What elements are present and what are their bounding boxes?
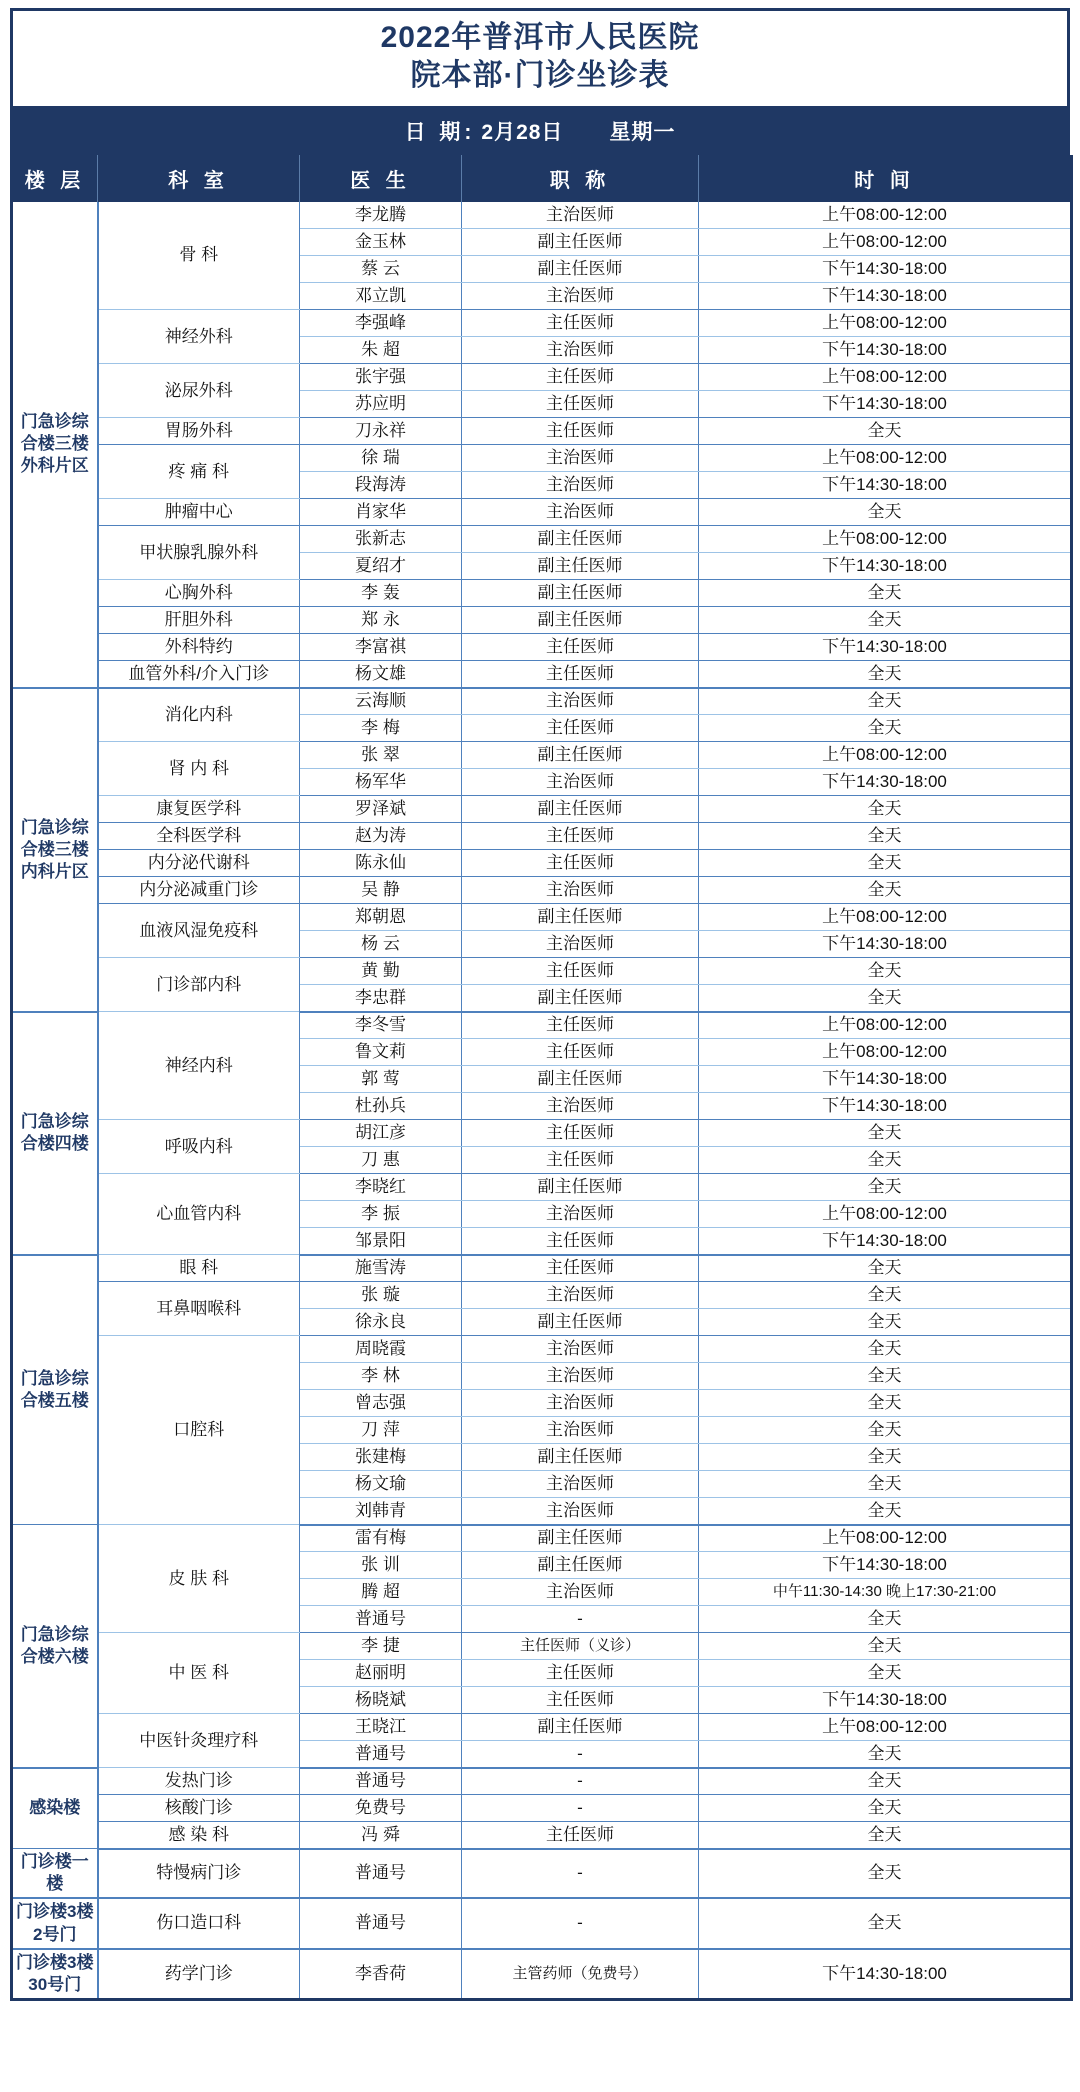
- doctor-cell: 李 轰: [300, 580, 462, 607]
- department-cell: 肝胆外科: [98, 607, 300, 634]
- table-row: [12, 526, 1072, 553]
- floor-cell: 门诊楼3楼30号门: [12, 1949, 98, 2000]
- title-cell: 主治医师: [462, 445, 699, 472]
- time-cell: 上午08:00-12:00: [699, 1714, 1072, 1741]
- doctor-cell: 杨军华: [300, 769, 462, 796]
- title-cell: 副主任医师: [462, 1309, 699, 1336]
- table-row: [12, 958, 1072, 985]
- doctor-cell: 张 翠: [300, 742, 462, 769]
- department-cell: 血管外科/介入门诊: [98, 661, 300, 688]
- department-cell: 心血管内科: [98, 1174, 300, 1255]
- time-cell: 下午14:30-18:00: [699, 1552, 1072, 1579]
- doctor-cell: 陈永仙: [300, 850, 462, 877]
- time-cell: 全天: [699, 1741, 1072, 1768]
- time-cell: 全天: [699, 1120, 1072, 1147]
- doctor-cell: 肖家华: [300, 499, 462, 526]
- time-cell: 上午08:00-12:00: [699, 742, 1072, 769]
- table-row: [12, 607, 1072, 634]
- time-cell: 全天: [699, 877, 1072, 904]
- title-cell: 副主任医师: [462, 904, 699, 931]
- table-row: [12, 661, 1072, 688]
- weekday-value: 星期一: [609, 120, 676, 144]
- time-cell: 全天: [699, 1898, 1072, 1948]
- table-body: [12, 202, 1072, 2000]
- time-cell: 全天: [699, 1795, 1072, 1822]
- title-cell: 主治医师: [462, 1363, 699, 1390]
- department-cell: 内分泌减重门诊: [98, 877, 300, 904]
- time-cell: 全天: [699, 1282, 1072, 1309]
- department-cell: 胃肠外科: [98, 418, 300, 445]
- department-cell: 口腔科: [98, 1336, 300, 1525]
- doctor-cell: 邹景阳: [300, 1228, 462, 1255]
- title-cell: 主任医师: [462, 1687, 699, 1714]
- title-cell: 副主任医师: [462, 1525, 699, 1552]
- title-cell: 主任医师: [462, 715, 699, 742]
- table-row: [12, 202, 1072, 229]
- doctor-cell: 李晓红: [300, 1174, 462, 1201]
- time-cell: 全天: [699, 1390, 1072, 1417]
- department-cell: 伤口造口科: [98, 1898, 300, 1948]
- title-cell: 主治医师: [462, 499, 699, 526]
- time-cell: 全天: [699, 985, 1072, 1012]
- doctor-cell: 李富祺: [300, 634, 462, 661]
- time-cell: 下午14:30-18:00: [699, 553, 1072, 580]
- time-cell: 上午08:00-12:00: [699, 526, 1072, 553]
- title-cell: 主任医师: [462, 661, 699, 688]
- department-cell: 发热门诊: [98, 1768, 300, 1795]
- table-row: [12, 418, 1072, 445]
- time-cell: 全天: [699, 1309, 1072, 1336]
- doctor-cell: 郑 永: [300, 607, 462, 634]
- department-cell: 血液风湿免疫科: [98, 904, 300, 958]
- table-row: [12, 1949, 1072, 2000]
- department-cell: 疼 痛 科: [98, 445, 300, 499]
- time-cell: 上午08:00-12:00: [699, 445, 1072, 472]
- doctor-cell: 李龙腾: [300, 202, 462, 229]
- doctor-cell: 冯 舜: [300, 1822, 462, 1849]
- title-cell: 主治医师: [462, 931, 699, 958]
- doctor-cell: 刀 惠: [300, 1147, 462, 1174]
- floor-cell: 门急诊综合楼六楼: [12, 1525, 98, 1768]
- department-cell: 消化内科: [98, 688, 300, 742]
- title-cell: -: [462, 1849, 699, 1899]
- title-cell: 主任医师: [462, 1822, 699, 1849]
- department-cell: 门诊部内科: [98, 958, 300, 1012]
- department-cell: 全科医学科: [98, 823, 300, 850]
- doctor-cell: 鲁文莉: [300, 1039, 462, 1066]
- table-row: [12, 1849, 1072, 1899]
- time-cell: 全天: [699, 607, 1072, 634]
- time-cell: 全天: [699, 1363, 1072, 1390]
- department-cell: 耳鼻咽喉科: [98, 1282, 300, 1336]
- table-row: [12, 1255, 1072, 1282]
- table-header: [12, 155, 1072, 202]
- title-cell: 主任医师: [462, 418, 699, 445]
- doctor-cell: 徐 瑞: [300, 445, 462, 472]
- time-cell: 全天: [699, 1255, 1072, 1282]
- doctor-cell: 段海涛: [300, 472, 462, 499]
- doctor-cell: 苏应明: [300, 391, 462, 418]
- department-cell: 感 染 科: [98, 1822, 300, 1849]
- time-cell: 上午08:00-12:00: [699, 1201, 1072, 1228]
- doctor-cell: 郑朝恩: [300, 904, 462, 931]
- doctor-cell: 徐永良: [300, 1309, 462, 1336]
- table-row: [12, 1822, 1072, 1849]
- date-value: 2月28日: [481, 120, 564, 144]
- doctor-cell: 雷有梅: [300, 1525, 462, 1552]
- doctor-cell: 普通号: [300, 1849, 462, 1899]
- title-cell: 主任医师: [462, 634, 699, 661]
- time-cell: 上午08:00-12:00: [699, 310, 1072, 337]
- title-cell: 副主任医师: [462, 1066, 699, 1093]
- title-cell: 主任医师: [462, 1012, 699, 1039]
- department-cell: 神经内科: [98, 1012, 300, 1120]
- department-cell: 药学门诊: [98, 1949, 300, 2000]
- doctor-cell: 李 捷: [300, 1633, 462, 1660]
- time-cell: 全天: [699, 418, 1072, 445]
- department-cell: 特慢病门诊: [98, 1849, 300, 1899]
- title-cell: -: [462, 1606, 699, 1633]
- title-cell: -: [462, 1898, 699, 1948]
- doctor-cell: 免费号: [300, 1795, 462, 1822]
- doctor-cell: 张 璇: [300, 1282, 462, 1309]
- doctor-cell: 吴 静: [300, 877, 462, 904]
- table-row: [12, 499, 1072, 526]
- doctor-cell: 张建梅: [300, 1444, 462, 1471]
- title-cell: 主任医师: [462, 1228, 699, 1255]
- title-cell: 副主任医师: [462, 1552, 699, 1579]
- time-cell: 下午14:30-18:00: [699, 472, 1072, 499]
- table-row: [12, 877, 1072, 904]
- title-cell: 主任医师: [462, 364, 699, 391]
- title-cell: 副主任医师: [462, 607, 699, 634]
- department-cell: 中 医 科: [98, 1633, 300, 1714]
- time-cell: 下午14:30-18:00: [699, 1687, 1072, 1714]
- time-cell: 中午11:30-14:30 晚上17:30-21:00: [699, 1579, 1072, 1606]
- table-row: [12, 1120, 1072, 1147]
- time-cell: 全天: [699, 823, 1072, 850]
- title-cell: 主任医师: [462, 850, 699, 877]
- table-row: [12, 1174, 1072, 1201]
- time-cell: 下午14:30-18:00: [699, 1066, 1072, 1093]
- title-cell: 副主任医师: [462, 796, 699, 823]
- title-cell: 主治医师: [462, 1471, 699, 1498]
- doctor-cell: 张宇强: [300, 364, 462, 391]
- time-cell: 全天: [699, 661, 1072, 688]
- column-header-time: 时 间: [699, 155, 1072, 202]
- doctor-cell: 夏绍才: [300, 553, 462, 580]
- title-cell: 主治医师: [462, 1579, 699, 1606]
- doctor-cell: 普通号: [300, 1768, 462, 1795]
- title-cell: 主治医师: [462, 877, 699, 904]
- table-row: [12, 850, 1072, 877]
- time-cell: 全天: [699, 1147, 1072, 1174]
- time-cell: 全天: [699, 1471, 1072, 1498]
- doctor-cell: 腾 超: [300, 1579, 462, 1606]
- table-row: [12, 1012, 1072, 1039]
- time-cell: 全天: [699, 1660, 1072, 1687]
- time-cell: 全天: [699, 580, 1072, 607]
- time-cell: 全天: [699, 1417, 1072, 1444]
- time-cell: 全天: [699, 1633, 1072, 1660]
- title-cell: 副主任医师: [462, 580, 699, 607]
- time-cell: 上午08:00-12:00: [699, 1039, 1072, 1066]
- table-row: [12, 1898, 1072, 1948]
- time-cell: 全天: [699, 1606, 1072, 1633]
- time-cell: 全天: [699, 1498, 1072, 1525]
- doctor-cell: 曾志强: [300, 1390, 462, 1417]
- table-row: [12, 1336, 1072, 1363]
- title-cell: 主任医师: [462, 1147, 699, 1174]
- department-cell: 骨 科: [98, 202, 300, 310]
- doctor-cell: 普通号: [300, 1898, 462, 1948]
- doctor-cell: 邓立凯: [300, 283, 462, 310]
- floor-cell: 门诊楼3楼2号门: [12, 1898, 98, 1948]
- floor-cell: 门诊楼一楼: [12, 1849, 98, 1899]
- doctor-cell: 李香荷: [300, 1949, 462, 2000]
- time-cell: 下午14:30-18:00: [699, 1228, 1072, 1255]
- title-cell: 副主任医师: [462, 1174, 699, 1201]
- floor-cell: 感染楼: [12, 1768, 98, 1849]
- time-cell: 全天: [699, 1174, 1072, 1201]
- floor-cell: 门急诊综合楼四楼: [12, 1012, 98, 1255]
- column-header-dept: 科 室: [98, 155, 300, 202]
- time-cell: 上午08:00-12:00: [699, 1525, 1072, 1552]
- title-cell: 主治医师: [462, 202, 699, 229]
- doctor-cell: 蔡 云: [300, 256, 462, 283]
- title-cell: -: [462, 1741, 699, 1768]
- doctor-cell: 朱 超: [300, 337, 462, 364]
- doctor-cell: 王晓江: [300, 1714, 462, 1741]
- time-cell: 全天: [699, 958, 1072, 985]
- time-cell: 下午14:30-18:00: [699, 391, 1072, 418]
- title-cell: 主治医师: [462, 688, 699, 715]
- column-header-title: 职 称: [462, 155, 699, 202]
- table-row: [12, 634, 1072, 661]
- title-cell: 主治医师: [462, 769, 699, 796]
- time-cell: 下午14:30-18:00: [699, 283, 1072, 310]
- time-cell: 全天: [699, 1336, 1072, 1363]
- department-cell: 内分泌代谢科: [98, 850, 300, 877]
- title-cell: 主任医师: [462, 958, 699, 985]
- doctor-cell: 杨文瑜: [300, 1471, 462, 1498]
- time-cell: 全天: [699, 1822, 1072, 1849]
- doctor-cell: 杨晓斌: [300, 1687, 462, 1714]
- title-cell: 主治医师: [462, 337, 699, 364]
- doctor-cell: 赵为涛: [300, 823, 462, 850]
- title-cell: 副主任医师: [462, 553, 699, 580]
- time-cell: 全天: [699, 688, 1072, 715]
- doctor-cell: 黄 勤: [300, 958, 462, 985]
- title-cell: 主治医师: [462, 1201, 699, 1228]
- time-cell: 上午08:00-12:00: [699, 229, 1072, 256]
- title-cell: 主任医师: [462, 1039, 699, 1066]
- title-cell: 主任医师: [462, 823, 699, 850]
- table-row: [12, 1768, 1072, 1795]
- department-cell: 眼 科: [98, 1255, 300, 1282]
- table-row: [12, 1633, 1072, 1660]
- time-cell: 上午08:00-12:00: [699, 364, 1072, 391]
- title-cell: 副主任医师: [462, 256, 699, 283]
- department-cell: 呼吸内科: [98, 1120, 300, 1174]
- floor-cell: 门急诊综合楼三楼外科片区: [12, 202, 98, 688]
- department-cell: 泌尿外科: [98, 364, 300, 418]
- doctor-cell: 李忠群: [300, 985, 462, 1012]
- doctor-cell: 郭 莺: [300, 1066, 462, 1093]
- doctor-cell: 张新志: [300, 526, 462, 553]
- title-block: [10, 8, 1070, 106]
- time-cell: 全天: [699, 1768, 1072, 1795]
- doctor-cell: 杨文雄: [300, 661, 462, 688]
- time-cell: 下午14:30-18:00: [699, 337, 1072, 364]
- title-cell: 主任医师: [462, 1120, 699, 1147]
- time-cell: 全天: [699, 1849, 1072, 1899]
- doctor-cell: 李冬雪: [300, 1012, 462, 1039]
- doctor-cell: 刀 萍: [300, 1417, 462, 1444]
- department-cell: 肿瘤中心: [98, 499, 300, 526]
- title-cell: 主管药师（免费号）: [462, 1949, 699, 2000]
- table-row: [12, 742, 1072, 769]
- time-cell: 上午08:00-12:00: [699, 904, 1072, 931]
- department-cell: 心胸外科: [98, 580, 300, 607]
- department-cell: 中医针灸理疗科: [98, 1714, 300, 1768]
- doctor-cell: 罗泽斌: [300, 796, 462, 823]
- doctor-cell: 施雪涛: [300, 1255, 462, 1282]
- department-cell: 核酸门诊: [98, 1795, 300, 1822]
- floor-cell: 门急诊综合楼五楼: [12, 1255, 98, 1525]
- time-cell: 全天: [699, 796, 1072, 823]
- doctor-cell: 普通号: [300, 1606, 462, 1633]
- doctor-cell: 李强峰: [300, 310, 462, 337]
- doctor-cell: 云海顺: [300, 688, 462, 715]
- department-cell: 外科特约: [98, 634, 300, 661]
- title-cell: 主治医师: [462, 1498, 699, 1525]
- department-cell: 甲状腺乳腺外科: [98, 526, 300, 580]
- title-cell: 主治医师: [462, 1417, 699, 1444]
- date-label: 日 期:: [404, 120, 476, 144]
- time-cell: 下午14:30-18:00: [699, 931, 1072, 958]
- schedule-table: [10, 155, 1073, 2001]
- table-row: [12, 1525, 1072, 1552]
- title-cell: 主治医师: [462, 472, 699, 499]
- title-cell: 主任医师: [462, 1255, 699, 1282]
- header-row: [12, 155, 1072, 202]
- doctor-cell: 李 林: [300, 1363, 462, 1390]
- title-cell: 主治医师: [462, 1282, 699, 1309]
- time-cell: 下午14:30-18:00: [699, 256, 1072, 283]
- time-cell: 全天: [699, 850, 1072, 877]
- table-row: [12, 1795, 1072, 1822]
- table-row: [12, 823, 1072, 850]
- table-row: [12, 310, 1072, 337]
- time-cell: 下午14:30-18:00: [699, 634, 1072, 661]
- page-title-line-1: 2022年普洱市人民医院: [380, 21, 700, 54]
- column-header-doctor: 医 生: [300, 155, 462, 202]
- title-cell: 主治医师: [462, 1336, 699, 1363]
- title-cell: 副主任医师: [462, 1714, 699, 1741]
- doctor-cell: 赵丽明: [300, 1660, 462, 1687]
- doctor-cell: 刀永祥: [300, 418, 462, 445]
- doctor-cell: 李 振: [300, 1201, 462, 1228]
- title-cell: 副主任医师: [462, 1444, 699, 1471]
- time-cell: 上午08:00-12:00: [699, 1012, 1072, 1039]
- time-cell: 下午14:30-18:00: [699, 769, 1072, 796]
- doctor-cell: 张 训: [300, 1552, 462, 1579]
- title-cell: 副主任医师: [462, 526, 699, 553]
- title-cell: 主治医师: [462, 1093, 699, 1120]
- department-cell: 康复医学科: [98, 796, 300, 823]
- table-row: [12, 1714, 1072, 1741]
- title-cell: 主治医师: [462, 283, 699, 310]
- doctor-cell: 杜孙兵: [300, 1093, 462, 1120]
- time-cell: 全天: [699, 1444, 1072, 1471]
- page-title-line-2: 院本部·门诊坐诊表: [410, 59, 670, 93]
- table-row: [12, 364, 1072, 391]
- table-row: [12, 580, 1072, 607]
- time-cell: 全天: [699, 499, 1072, 526]
- floor-cell: 门急诊综合楼三楼内科片区: [12, 688, 98, 1012]
- doctor-cell: 周晓霞: [300, 1336, 462, 1363]
- table-row: [12, 796, 1072, 823]
- doctor-cell: 胡江彦: [300, 1120, 462, 1147]
- time-cell: 下午14:30-18:00: [699, 1093, 1072, 1120]
- title-cell: 副主任医师: [462, 985, 699, 1012]
- title-cell: 副主任医师: [462, 229, 699, 256]
- department-cell: 皮 肤 科: [98, 1525, 300, 1633]
- table-row: [12, 904, 1072, 931]
- table-row: [12, 1282, 1072, 1309]
- table-row: [12, 688, 1072, 715]
- title-cell: -: [462, 1795, 699, 1822]
- doctor-cell: 普通号: [300, 1741, 462, 1768]
- table-row: [12, 445, 1072, 472]
- doctor-cell: 杨 云: [300, 931, 462, 958]
- title-cell: 主治医师: [462, 1390, 699, 1417]
- department-cell: 肾 内 科: [98, 742, 300, 796]
- title-cell: 主任医师（义诊）: [462, 1633, 699, 1660]
- title-cell: 主任医师: [462, 310, 699, 337]
- title-cell: 副主任医师: [462, 742, 699, 769]
- title-cell: -: [462, 1768, 699, 1795]
- time-cell: 全天: [699, 715, 1072, 742]
- department-cell: 神经外科: [98, 310, 300, 364]
- date-bar: [10, 106, 1070, 155]
- time-cell: 上午08:00-12:00: [699, 202, 1072, 229]
- title-cell: 主任医师: [462, 391, 699, 418]
- doctor-cell: 刘韩青: [300, 1498, 462, 1525]
- time-cell: 下午14:30-18:00: [699, 1949, 1072, 2000]
- doctor-cell: 金玉林: [300, 229, 462, 256]
- column-header-floor: 楼 层: [12, 155, 98, 202]
- title-cell: 主任医师: [462, 1660, 699, 1687]
- doctor-cell: 李 梅: [300, 715, 462, 742]
